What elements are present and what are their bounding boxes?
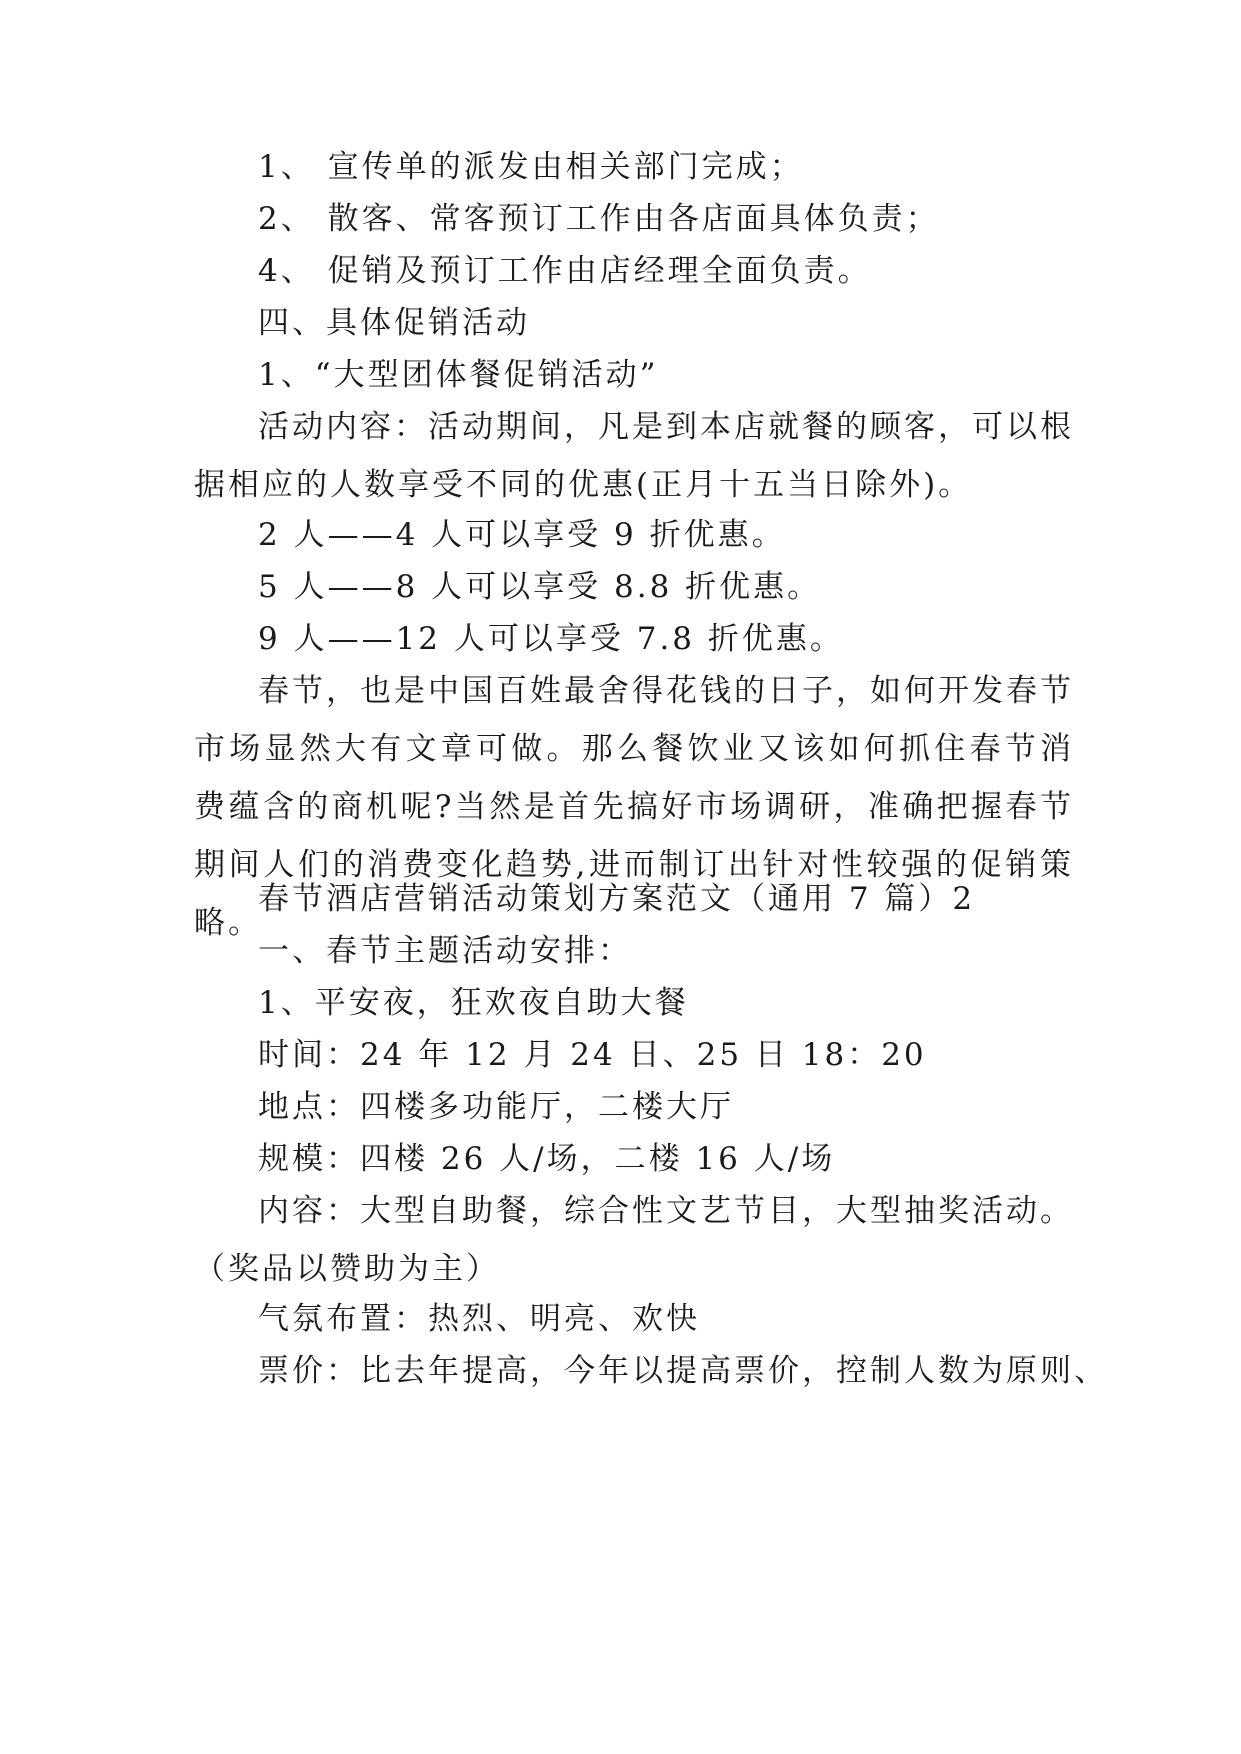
paragraph-activity-content: 活动内容：活动期间，凡是到本店就餐的顾客，可以根据相应的人数享受不同的优惠(正月十五当日除外)。 xyxy=(194,409,1074,503)
discount-line: 2 人——4 人可以享受 9 折优惠。 xyxy=(258,517,786,553)
discount-line: 5 人——8 人可以享受 8.8 折优惠。 xyxy=(258,569,822,605)
document-section-title: 春节酒店营销活动策划方案范文（通用 7 篇）2 xyxy=(258,881,976,917)
text-line: 地点：四楼多功能厅，二楼大厅 xyxy=(258,1089,734,1125)
text-line: 票价：比去年提高，今年以提高票价，控制人数为原则、 xyxy=(258,1353,1108,1389)
paragraph-content: 内容：大型自助餐，综合性文艺节目，大型抽奖活动。（奖品以赞助为主） xyxy=(194,1193,1074,1287)
subsection-heading: 1、平安夜，狂欢夜自助大餐 xyxy=(258,985,689,1021)
subsection-heading: 1、“大型团体餐促销活动” xyxy=(258,357,659,393)
section-heading: 一、春节主题活动安排： xyxy=(258,933,632,969)
text-line: 气氛布置：热烈、明亮、欢快 xyxy=(258,1301,700,1337)
text-line: 1、 宣传单的派发由相关部门完成； xyxy=(258,149,804,185)
section-heading: 四、具体促销活动 xyxy=(258,305,530,341)
paragraph-spring-festival: 春节，也是中国百姓最舍得花钱的日子，如何开发春节市场显然大有文章可做。那么餐饮业又该如何抓住春节消费蕴含的商机呢?当然是首先搞好市场调研，准确把握春节期间人们的消费变化趋势,进而制订出针对性较强的促销策略。 xyxy=(194,673,1074,941)
discount-line: 9 人——12 人可以享受 7.8 折优惠。 xyxy=(258,621,844,657)
text-line: 规模：四楼 26 人/场，二楼 16 人/场 xyxy=(258,1141,836,1177)
text-line: 时间：24 年 12 月 24 日、25 日 18：20 xyxy=(258,1037,927,1073)
text-line: 4、 促销及预订工作由店经理全面负责。 xyxy=(258,253,872,289)
text-line: 2、 散客、常客预订工作由各店面具体负责； xyxy=(258,201,940,237)
